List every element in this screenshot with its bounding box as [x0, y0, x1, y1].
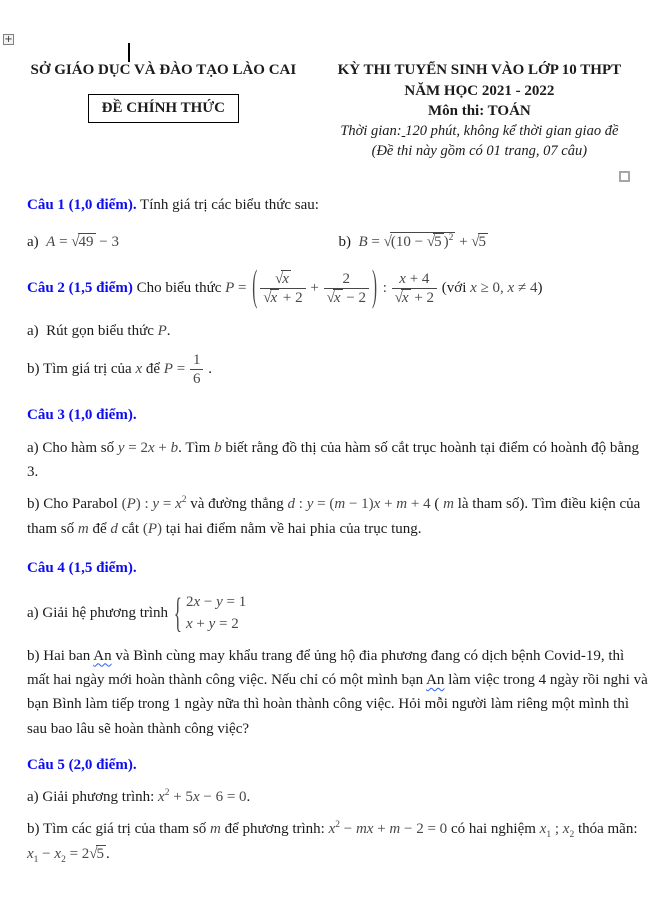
question-3b: b) Cho Parabol (P) : $y = x^2$ và đường thẳng d : y = (m − 1)x + m + 4 ( m là tham số). Tìm điều kiện của tham số m để d cắt (P) tại hai điểm nằm về hai phia của trục tung.	[27, 495, 641, 537]
exam-body	[27, 193, 650, 866]
question-1a: a) A = √49 − 3	[27, 234, 119, 251]
question-3a: a) Cho hàm số y = 2x + b. Tìm b biết rằng đồ thị của hàm số cắt trục hoành tại điểm có hoành độ bằng 3.	[27, 439, 639, 480]
school-year: NĂM HỌC 2021 - 2022	[404, 83, 555, 99]
header-right-column	[309, 62, 650, 160]
text-cursor	[128, 43, 130, 62]
move-handle-icon[interactable]: +	[4, 34, 13, 45]
exam-title: KỲ THI TUYỂN SINH VÀO LỚP 10 THPT	[337, 62, 622, 78]
question-1-intro: Tính giá trị các biểu thức sau:	[136, 197, 319, 213]
question-4-label: Câu 4 (1,5 điểm).	[27, 559, 137, 576]
time-line: Thời gian: 120 phút, không kể thời gian giao đề	[340, 123, 619, 139]
exam-header	[18, 62, 650, 160]
question-3-label: Câu 3 (1,0 điểm).	[27, 407, 137, 424]
question-2-heading	[27, 264, 650, 312]
note-line: (Đề thi này gồm có 01 trang, 07 câu)	[371, 143, 588, 159]
question-2a: a) Rút gọn biểu thức P.	[27, 323, 171, 340]
question-4a: a) Giải hệ phương trình { 2x − y = 1 x + y = 2	[27, 589, 247, 637]
question-2b: b) Tìm giá trị của x để P = $\frac{1}{6}$ .	[27, 352, 212, 388]
department-title: SỞ GIÁO DỤC VÀ ĐÀO TẠO LÀO CAI	[30, 62, 297, 78]
official-exam-box: ĐỀ CHÍNH THỨC	[88, 94, 239, 123]
question-2-label: Câu 2 (1,5 điểm)	[27, 279, 133, 296]
question-4-heading	[27, 556, 650, 580]
question-1-label: Câu 1 (1,0 điểm).	[27, 197, 137, 213]
question-5a: a) Giải phương trình: $x^2 + 5x - 6 = 0$.	[27, 788, 251, 806]
question-1-heading	[27, 193, 650, 217]
object-anchor-checkbox[interactable]	[619, 171, 630, 182]
question-5-label: Câu 5 (2,0 điểm).	[27, 756, 137, 773]
question-5b: b) Tìm các giá trị của tham số m để phương trình: $x^2$ − mx + m − 2 = 0 có hai nghiệm $x_1$ ; $x_2$ thóa mãn: $x_1 - x_2 = 2√5$ .	[27, 820, 638, 865]
question-1b: b) B = √(10 − √5 )$^2$ + √5	[338, 233, 487, 251]
question-2-intro: Cho biểu thức	[132, 279, 226, 296]
question-4b: b) Hai ban An và Bình cùng may khẩu trang để ủng hộ đia phương đang có dịch bệnh Covid-19, thì mất hai ngày mới hoàn thành công việc. Nếu chỉ có một mình bạn An làm việc trong 4 ngày rồi nghi và bạn Bình làm tiếp trong 1 ngày nữa thì hoàn thành công việc. Hỏi mỗi người làm riêng một mình thì sau bao lâu sẽ hoàn thành công việc?	[27, 647, 648, 737]
question-5-heading	[27, 753, 650, 777]
subject-line: Môn thi: TOÁN	[427, 103, 531, 119]
question-1-parts	[27, 230, 650, 254]
question-2-formula: P = ( $\frac{√x}{√x + 2}$ + $\frac{2}{√x - 2}$ ) : $\frac{x + 4}{√x + 2}$	[225, 280, 438, 296]
header-left-column	[18, 62, 309, 160]
question-3-heading	[27, 403, 650, 427]
question-2-condition: (với x ≥ 0, x ≠ 4)	[438, 279, 543, 296]
